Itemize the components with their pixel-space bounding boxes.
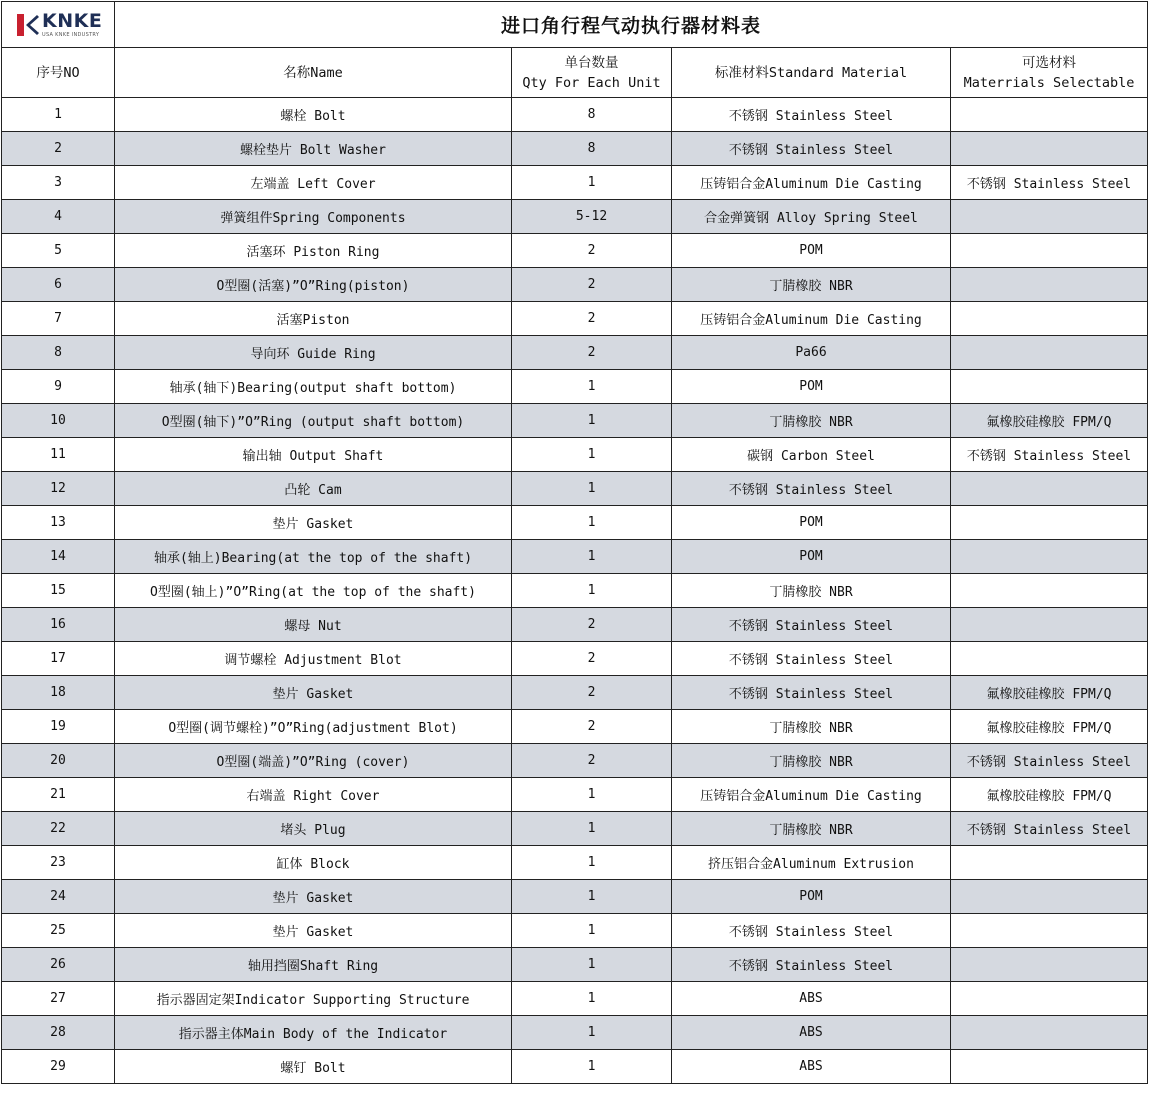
cell-name: 垫片 Gasket [115, 506, 512, 540]
cell-standard-material: 不锈钢 Stainless Steel [672, 608, 951, 642]
cell-qty: 1 [512, 438, 672, 472]
cell-no: 23 [2, 846, 115, 880]
cell-standard-material: 不锈钢 Stainless Steel [672, 642, 951, 676]
cell-optional-material [951, 1016, 1148, 1050]
cell-name: O型圈(端盖)”O”Ring (cover) [115, 744, 512, 778]
cell-no: 1 [2, 98, 115, 132]
table-row [2, 948, 1148, 982]
cell-standard-material: 压铸铝合金Aluminum Die Casting [672, 166, 951, 200]
cell-name: 螺栓垫片 Bolt Washer [115, 132, 512, 166]
table-row [2, 200, 1148, 234]
cell-no: 22 [2, 812, 115, 846]
table-row [2, 1050, 1148, 1084]
cell-qty: 1 [512, 846, 672, 880]
cell-name: 垫片 Gasket [115, 914, 512, 948]
table-row [2, 438, 1148, 472]
cell-no: 16 [2, 608, 115, 642]
cell-qty: 1 [512, 1050, 672, 1084]
cell-optional-material: 氟橡胶硅橡胶 FPM/Q [951, 676, 1148, 710]
cell-optional-material: 不锈钢 Stainless Steel [951, 744, 1148, 778]
cell-qty: 1 [512, 506, 672, 540]
logo-cell [2, 2, 115, 48]
cell-standard-material: POM [672, 370, 951, 404]
cell-no: 21 [2, 778, 115, 812]
cell-optional-material: 氟橡胶硅橡胶 FPM/Q [951, 404, 1148, 438]
header-opt-en: Materrials Selectable [963, 74, 1135, 91]
cell-qty: 5-12 [512, 200, 672, 234]
cell-optional-material [951, 1050, 1148, 1084]
table-row [2, 608, 1148, 642]
cell-qty: 1 [512, 880, 672, 914]
cell-qty: 2 [512, 642, 672, 676]
cell-optional-material [951, 846, 1148, 880]
cell-optional-material [951, 880, 1148, 914]
cell-qty: 1 [512, 1016, 672, 1050]
cell-qty: 1 [512, 778, 672, 812]
logo-brand: KNKE [42, 9, 103, 32]
cell-name: 右端盖 Right Cover [115, 778, 512, 812]
cell-no: 11 [2, 438, 115, 472]
cell-name: 垫片 Gasket [115, 880, 512, 914]
cell-no: 2 [2, 132, 115, 166]
cell-name: O型圈(轴下)”O”Ring (output shaft bottom) [115, 404, 512, 438]
cell-no: 29 [2, 1050, 115, 1084]
cell-optional-material: 不锈钢 Stainless Steel [951, 166, 1148, 200]
cell-qty: 1 [512, 812, 672, 846]
cell-no: 17 [2, 642, 115, 676]
cell-optional-material: 不锈钢 Stainless Steel [951, 438, 1148, 472]
table-row [2, 778, 1148, 812]
cell-name: 导向环 Guide Ring [115, 336, 512, 370]
cell-optional-material [951, 642, 1148, 676]
cell-qty: 1 [512, 948, 672, 982]
cell-qty: 2 [512, 302, 672, 336]
cell-no: 13 [2, 506, 115, 540]
cell-name: 轴承(轴下)Bearing(output shaft bottom) [115, 370, 512, 404]
cell-standard-material: 丁腈橡胶 NBR [672, 574, 951, 608]
cell-standard-material: 合金弹簧钢 Alloy Spring Steel [672, 200, 951, 234]
cell-no: 4 [2, 200, 115, 234]
cell-name: O型圈(活塞)”O”Ring(piston) [115, 268, 512, 302]
cell-optional-material [951, 982, 1148, 1016]
cell-name: 螺钉 Bolt [115, 1050, 512, 1084]
cell-name: 输出轴 Output Shaft [115, 438, 512, 472]
cell-name: 堵头 Plug [115, 812, 512, 846]
header-row [2, 48, 1148, 98]
cell-standard-material: ABS [672, 1050, 951, 1084]
cell-qty: 2 [512, 268, 672, 302]
cell-name: 指示器主体Main Body of the Indicator [115, 1016, 512, 1050]
cell-qty: 1 [512, 166, 672, 200]
table-row [2, 914, 1148, 948]
cell-qty: 1 [512, 370, 672, 404]
cell-name: 活塞Piston [115, 302, 512, 336]
cell-qty: 1 [512, 574, 672, 608]
materials-table [1, 1, 1148, 1084]
logo-tagline: USA KNKE INDUSTRY [42, 31, 100, 38]
table-row [2, 710, 1148, 744]
table-row [2, 880, 1148, 914]
cell-name: 活塞环 Piston Ring [115, 234, 512, 268]
table-row [2, 404, 1148, 438]
cell-optional-material [951, 336, 1148, 370]
table-row [2, 846, 1148, 880]
cell-standard-material: 丁腈橡胶 NBR [672, 744, 951, 778]
cell-qty: 8 [512, 98, 672, 132]
cell-name: 调节螺栓 Adjustment Blot [115, 642, 512, 676]
cell-optional-material [951, 370, 1148, 404]
table-row [2, 1016, 1148, 1050]
cell-qty: 2 [512, 744, 672, 778]
cell-qty: 2 [512, 710, 672, 744]
cell-name: 轴承(轴上)Bearing(at the top of the shaft) [115, 540, 512, 574]
cell-standard-material: 丁腈橡胶 NBR [672, 268, 951, 302]
cell-no: 6 [2, 268, 115, 302]
cell-name: 垫片 Gasket [115, 676, 512, 710]
cell-standard-material: 丁腈橡胶 NBR [672, 812, 951, 846]
cell-optional-material [951, 948, 1148, 982]
cell-optional-material [951, 506, 1148, 540]
title-row [2, 2, 1148, 48]
table-row [2, 268, 1148, 302]
cell-standard-material: Pa66 [672, 336, 951, 370]
cell-qty: 2 [512, 234, 672, 268]
cell-standard-material: POM [672, 234, 951, 268]
cell-standard-material: POM [672, 540, 951, 574]
header-standard-material: 标准材料Standard Material [672, 48, 951, 98]
table-row [2, 812, 1148, 846]
cell-no: 3 [2, 166, 115, 200]
cell-optional-material: 氟橡胶硅橡胶 FPM/Q [951, 778, 1148, 812]
cell-optional-material [951, 302, 1148, 336]
table-row [2, 642, 1148, 676]
cell-standard-material: 挤压铝合金Aluminum Extrusion [672, 846, 951, 880]
cell-optional-material [951, 132, 1148, 166]
cell-qty: 1 [512, 914, 672, 948]
cell-qty: 1 [512, 982, 672, 1016]
cell-no: 14 [2, 540, 115, 574]
cell-optional-material: 氟橡胶硅橡胶 FPM/Q [951, 710, 1148, 744]
cell-name: O型圈(轴上)”O”Ring(at the top of the shaft) [115, 574, 512, 608]
header-qty-cn: 单台数量 [564, 54, 619, 71]
cell-optional-material [951, 914, 1148, 948]
table-row [2, 98, 1148, 132]
cell-qty: 8 [512, 132, 672, 166]
table-row [2, 132, 1148, 166]
cell-name: 螺母 Nut [115, 608, 512, 642]
cell-no: 20 [2, 744, 115, 778]
table-row [2, 676, 1148, 710]
cell-qty: 1 [512, 540, 672, 574]
cell-no: 10 [2, 404, 115, 438]
cell-qty: 2 [512, 608, 672, 642]
cell-name: 指示器固定架Indicator Supporting Structure [115, 982, 512, 1016]
table-row [2, 540, 1148, 574]
table-row [2, 166, 1148, 200]
table-row [2, 574, 1148, 608]
header-no: 序号NO [2, 48, 115, 98]
cell-standard-material: 不锈钢 Stainless Steel [672, 676, 951, 710]
cell-name: O型圈(调节螺栓)”O”Ring(adjustment Blot) [115, 710, 512, 744]
cell-standard-material: 碳钢 Carbon Steel [672, 438, 951, 472]
cell-standard-material: 压铸铝合金Aluminum Die Casting [672, 302, 951, 336]
cell-optional-material [951, 472, 1148, 506]
cell-qty: 1 [512, 404, 672, 438]
table-row [2, 472, 1148, 506]
cell-optional-material [951, 608, 1148, 642]
cell-no: 9 [2, 370, 115, 404]
header-qty [512, 48, 672, 98]
cell-no: 24 [2, 880, 115, 914]
table-row [2, 302, 1148, 336]
cell-no: 18 [2, 676, 115, 710]
cell-standard-material: ABS [672, 1016, 951, 1050]
cell-standard-material: 不锈钢 Stainless Steel [672, 948, 951, 982]
cell-no: 15 [2, 574, 115, 608]
cell-standard-material: 不锈钢 Stainless Steel [672, 472, 951, 506]
knke-logo-mark-icon [17, 14, 39, 36]
cell-no: 12 [2, 472, 115, 506]
cell-no: 26 [2, 948, 115, 982]
cell-name: 螺栓 Bolt [115, 98, 512, 132]
header-opt-cn: 可选材料 [1022, 54, 1076, 71]
cell-standard-material: 压铸铝合金Aluminum Die Casting [672, 778, 951, 812]
cell-standard-material: 不锈钢 Stainless Steel [672, 914, 951, 948]
cell-optional-material [951, 540, 1148, 574]
cell-no: 27 [2, 982, 115, 1016]
cell-name: 弹簧组件Spring Components [115, 200, 512, 234]
cell-no: 7 [2, 302, 115, 336]
table-row [2, 234, 1148, 268]
cell-qty: 2 [512, 676, 672, 710]
cell-name: 缸体 Block [115, 846, 512, 880]
cell-name: 左端盖 Left Cover [115, 166, 512, 200]
cell-optional-material [951, 268, 1148, 302]
cell-optional-material [951, 574, 1148, 608]
cell-no: 5 [2, 234, 115, 268]
cell-optional-material: 不锈钢 Stainless Steel [951, 812, 1148, 846]
header-optional-material [951, 48, 1148, 98]
table-row [2, 982, 1148, 1016]
cell-standard-material: ABS [672, 982, 951, 1016]
table-title: 进口角行程气动执行器材料表 [115, 2, 1148, 48]
header-qty-en: Qty For Each Unit [522, 74, 661, 91]
table-row [2, 370, 1148, 404]
cell-standard-material: 丁腈橡胶 NBR [672, 710, 951, 744]
cell-standard-material: POM [672, 880, 951, 914]
table-row [2, 336, 1148, 370]
cell-optional-material [951, 200, 1148, 234]
cell-standard-material: 不锈钢 Stainless Steel [672, 98, 951, 132]
cell-optional-material [951, 234, 1148, 268]
cell-standard-material: 不锈钢 Stainless Steel [672, 132, 951, 166]
cell-no: 8 [2, 336, 115, 370]
table-row [2, 744, 1148, 778]
table-row [2, 506, 1148, 540]
cell-no: 28 [2, 1016, 115, 1050]
cell-standard-material: 丁腈橡胶 NBR [672, 404, 951, 438]
cell-no: 19 [2, 710, 115, 744]
cell-standard-material: POM [672, 506, 951, 540]
knke-logo [2, 9, 114, 38]
cell-optional-material [951, 98, 1148, 132]
cell-name: 轴用挡圈Shaft Ring [115, 948, 512, 982]
cell-qty: 2 [512, 336, 672, 370]
cell-qty: 1 [512, 472, 672, 506]
cell-no: 25 [2, 914, 115, 948]
cell-name: 凸轮 Cam [115, 472, 512, 506]
header-name: 名称Name [115, 48, 512, 98]
